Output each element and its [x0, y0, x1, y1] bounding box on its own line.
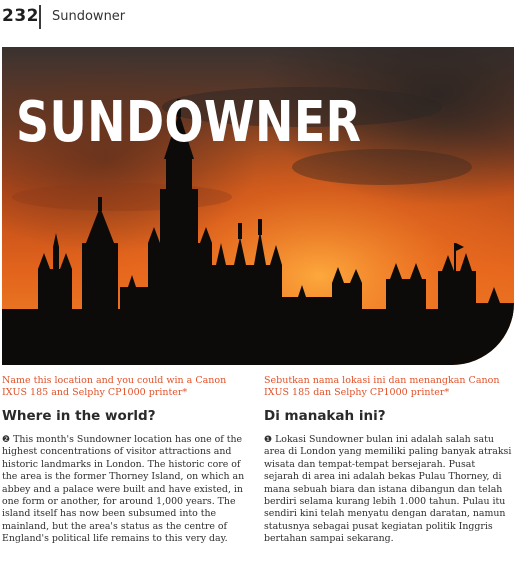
body-en: [2, 434, 250, 546]
page-header: [0, 0, 520, 36]
prize-text-en: Name this location and you could win a Canon IXUS 185 and Selphy CP1000 printer*: [2, 375, 227, 398]
body-text-en: This month's Sundowner location has one of the highest concentrations of visitor attractions and historic landmarks in London. The historic core of the area is the former Thorney Island, on which an abbey and a palace were built and have existed, in one form or another, for around 1,000 years. The island itself has now been subsumed into the mainland, but the area's status as the centre of England's political life remains to this very day.: [2, 434, 245, 545]
hero-title: SUNDOWNER: [16, 90, 362, 155]
section-title: Sundowner: [52, 9, 126, 24]
body-id: [264, 434, 512, 546]
bullet-number-id: ❶: [264, 435, 273, 445]
english-column: [2, 375, 250, 546]
header-divider: [39, 5, 41, 29]
heading-en: Where in the world?: [2, 408, 156, 424]
prize-text-id: Sebutkan nama lokasi ini dan menangkan Canon IXUS 185 dan Selphy CP1000 printer*: [264, 375, 500, 398]
indonesian-column: [264, 375, 512, 546]
heading-id: Di manakah ini?: [264, 408, 386, 424]
body-text-id: Lokasi Sundowner bulan ini adalah salah satu area di London yang memiliki paling banyak atraksi wisata dan tempat-tempat bersejarah. Pusat sejarah di area ini adalah bekas Pulau Thorney, di mana sebuah biara dan istana dibangun dan telah berdiri selama kurang lebih 1.000 tahun. Pulau itu sendiri kini telah menyatu dengan daratan, namun statusnya sebagai pusat kegiatan politik Inggris bertahan sampai sekarang.: [264, 434, 512, 545]
bullet-number-en: ❷: [2, 435, 11, 445]
page-number: 232: [2, 6, 39, 26]
sundowner-photo: [2, 47, 514, 365]
